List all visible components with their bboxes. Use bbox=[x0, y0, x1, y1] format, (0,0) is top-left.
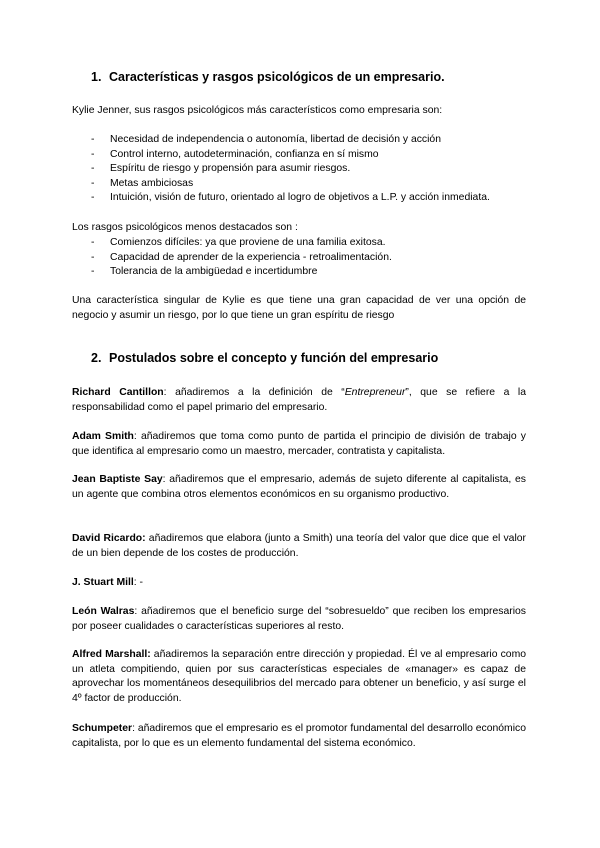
entry-text: : añadiremos que el empresario es el promotor fundamental del desarrollo económico capitalista, por lo que es un elemento fundamental del sistema económico. bbox=[72, 723, 526, 749]
section-2-number: 2. bbox=[91, 351, 102, 365]
list-item-text: Necesidad de independencia o autonomía, libertad de decisión y acción bbox=[110, 134, 441, 145]
main-traits-list bbox=[91, 133, 490, 206]
list-item-text: Capacidad de aprender de la experiencia - retroalimentación. bbox=[110, 251, 392, 263]
section-2-heading bbox=[91, 351, 438, 365]
entry-author: David Ricardo: bbox=[72, 533, 146, 544]
entry-text: : añadiremos que el empresario, además de sujeto diferente al capitalista, es un agente que combina otros elementos económicos en su organismo productivo. bbox=[72, 474, 526, 500]
entry-text: añadiremos que elabora (junto a Smith) una teoría del valor que dice que el valor de un bien depende de los costes de producción. bbox=[72, 533, 526, 559]
list-item bbox=[91, 148, 490, 163]
dash-bullet: - bbox=[91, 134, 95, 145]
entry-author: Schumpeter bbox=[72, 723, 133, 734]
entry-walras bbox=[72, 605, 526, 634]
list-item bbox=[91, 191, 490, 206]
minor-traits-list bbox=[91, 236, 392, 280]
entry-term: Entrepreneur bbox=[344, 387, 406, 398]
list-item bbox=[91, 177, 490, 192]
entry-smith bbox=[72, 430, 526, 459]
entry-cantillon bbox=[72, 386, 526, 415]
list-item bbox=[91, 236, 392, 251]
dash-bullet: - bbox=[91, 251, 95, 263]
section-1-number: 1. bbox=[91, 70, 102, 84]
entry-text: añadiremos la separación entre dirección y propiedad. Él ve al empresario como un atleta compitiendo, quien por sus características especiales de «manager» es capaz de aprovechar los momentáneos desequilibrios del mercado para obtener un beneficio, y así surge el 4º factor de producción. bbox=[72, 649, 527, 704]
entry-author: Jean Baptiste Say bbox=[72, 474, 163, 485]
entry-schumpeter bbox=[72, 722, 526, 751]
list-item-text: Tolerancia de la ambigüedad e incertidumbre bbox=[110, 266, 318, 278]
dash-bullet: - bbox=[91, 163, 95, 175]
section-1-heading bbox=[91, 70, 445, 84]
section-1-intro: Kylie Jenner, sus rasgos psicológicos más característicos como empresaria son: bbox=[72, 105, 443, 116]
list-item bbox=[91, 265, 392, 280]
entry-text: : añadiremos que el beneficio surge del “sobresueldo” que reciben los empresarios por poseer cualidades o características superiores al resto. bbox=[72, 606, 526, 632]
list-item-text: Control interno, autodeterminación, confianza en sí mismo bbox=[110, 148, 379, 160]
dash-bullet: - bbox=[91, 237, 95, 248]
list-item bbox=[91, 162, 490, 177]
entry-ricardo bbox=[72, 532, 526, 561]
entry-text: : añadiremos que toma como punto de partida el principio de división de trabajo y que identifica al empresario como un maestro, mercader, contratista y capitalista. bbox=[72, 431, 526, 457]
section-1-conclusion: Una característica singular de Kylie es que tiene una gran capacidad de ver una opción de negocio y asumir un riesgo, por lo que tiene un gran espíritu de riesgo bbox=[72, 295, 526, 321]
section-1-title: Características y rasgos psicológicos de un empresario. bbox=[109, 70, 445, 84]
minor-traits-intro: Los rasgos psicológicos menos destacados son : bbox=[72, 222, 298, 233]
entry-text: : - bbox=[133, 577, 144, 588]
dash-bullet: - bbox=[91, 177, 95, 189]
entry-author: Adam Smith bbox=[72, 431, 134, 442]
dash-bullet: - bbox=[91, 266, 95, 278]
entry-author: León Walras bbox=[72, 606, 135, 617]
list-item bbox=[91, 251, 392, 266]
entry-author: Alfred Marshall: bbox=[72, 649, 151, 660]
list-item-text: Espíritu de riesgo y propensión para asumir riesgos. bbox=[110, 163, 351, 175]
list-item-text: Comienzos difíciles: ya que proviene de una familia exitosa. bbox=[110, 237, 386, 248]
entry-mill bbox=[72, 576, 526, 591]
section-2-title: Postulados sobre el concepto y función del empresario bbox=[109, 351, 439, 365]
entry-text: ”, que se refiere a la responsabilidad como el papel primario del empresario. bbox=[72, 387, 526, 413]
entry-say bbox=[72, 473, 526, 502]
entry-author: J. Stuart Mill bbox=[72, 577, 134, 588]
dash-bullet: - bbox=[91, 192, 95, 204]
dash-bullet: - bbox=[91, 148, 95, 160]
entry-text: : añadiremos a la definición de “ bbox=[163, 387, 345, 398]
entry-author: Richard Cantillon bbox=[72, 387, 164, 398]
entry-marshall bbox=[72, 648, 526, 706]
list-item bbox=[91, 133, 490, 148]
list-item-text: Intuición, visión de futuro, orientado al logro de objetivos a L.P. y acción inmediata. bbox=[110, 192, 490, 204]
list-item-text: Metas ambiciosas bbox=[110, 177, 194, 189]
